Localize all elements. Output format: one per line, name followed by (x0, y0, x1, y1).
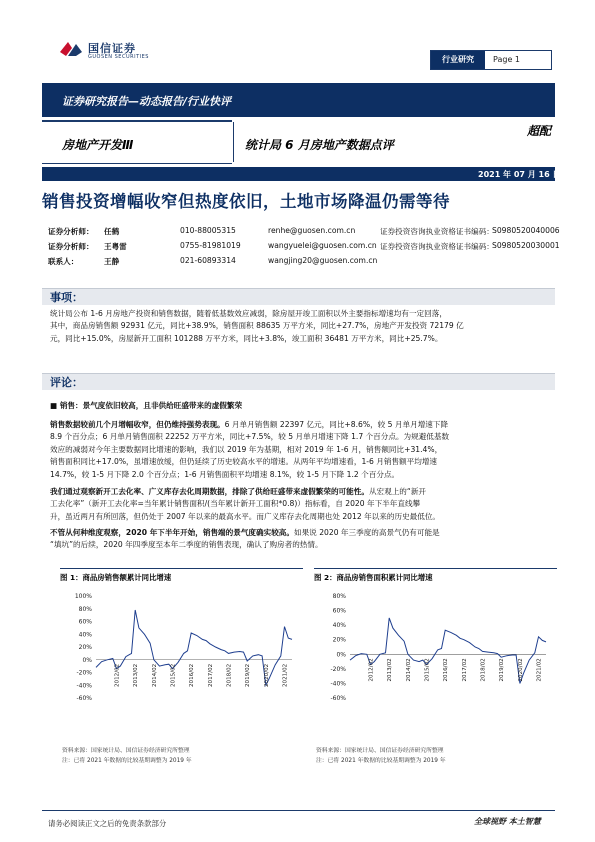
report-date: 2021 年 07 月 16 日 (478, 170, 561, 179)
analyst-name: 王静 (104, 257, 120, 266)
comment-paragraph-3 (50, 527, 555, 552)
x-tick-label: 2020/02 (263, 663, 270, 687)
analyst-cert-label: 证券投资咨询执业资格证书编码： (380, 242, 494, 251)
x-tick-label: 2016/02 (443, 658, 450, 682)
analyst-name: 王粤雷 (104, 242, 127, 251)
paragraph-line (50, 444, 555, 456)
y-tick-label: 60% (332, 607, 346, 615)
x-tick-label: 2015/02 (424, 658, 431, 682)
rating: 超配 (527, 124, 552, 138)
x-tick-label: 2015/02 (170, 663, 177, 687)
events-body (50, 308, 555, 345)
comment-heading: 评论： (50, 376, 83, 389)
figure-1-title: 图 1：商品房销售额累计同比增速 (60, 573, 172, 582)
y-tick-label: 60% (78, 618, 92, 626)
headline: 销售投资增幅收窄但热度依旧，土地市场降温仍需等待 (42, 192, 450, 211)
analyst-phone: 0755-81981019 (180, 241, 241, 250)
brand-name: 国信证券 (88, 42, 136, 55)
x-tick-label: 2012/02 (368, 658, 375, 682)
y-tick-label: 80% (78, 605, 92, 613)
x-tick-label: 2019/02 (499, 658, 506, 682)
bold-lead: 不管从何种维度观察，2020 年下半年开始，销售端的景气度确实较高。 (50, 528, 294, 537)
analyst-phone: 010-88005315 (180, 226, 236, 235)
line-text: 升，虽近两月有所回落，但仍处于 2007 年以来的最高水平。而广义库存去化周期也处 2012 年以来的历史最低位。 (50, 511, 441, 521)
comment-paragraph-2 (50, 486, 555, 523)
sector-name: 房地产开发Ⅲ (62, 138, 134, 152)
x-tick-label: 2021/02 (282, 663, 289, 687)
x-tick-label: 2013/02 (133, 663, 140, 687)
title-divider (233, 122, 234, 162)
figure-2-source (316, 746, 446, 766)
line-text: 从宏观上的“新开 (368, 487, 427, 496)
paragraph-line (50, 539, 555, 551)
page-number: Page 1 (493, 55, 520, 64)
footer-slogan: 全球视野 本土智慧 (474, 817, 541, 826)
analyst-role: 联系人： (48, 257, 79, 266)
comment-section-bar (42, 373, 555, 390)
y-tick-label: -20% (330, 665, 346, 673)
y-tick-label: 20% (78, 644, 92, 651)
x-tick-label: 2018/02 (480, 658, 487, 682)
x-tick-label: 2018/02 (226, 663, 233, 687)
x-tick-label: 2017/02 (461, 658, 468, 682)
analyst-email[interactable]: wangjing20@guosen.com.cn (268, 256, 378, 265)
x-tick-label: 2020/02 (517, 658, 524, 682)
events-line: 元，同比+15.0%，房屋新开工面积 101288 万平方米，同比+3.8%，竣工面积 36481 万平方米，同比+25.7%。 (50, 333, 443, 343)
analyst-cert: S0980520030001 (492, 241, 560, 250)
paragraph-line (50, 431, 555, 443)
events-heading: 事项： (50, 291, 83, 304)
y-tick-label: -20% (76, 669, 92, 677)
brand-name-en: GUOSEN SECURITIES (88, 54, 149, 60)
figure-1-source (62, 746, 192, 766)
analyst-cert-label: 证券投资咨询执业资格证书编码： (380, 227, 494, 236)
y-tick-label: 40% (78, 631, 92, 639)
report-category: 行业研究 (431, 51, 485, 69)
comment-subheading: ■ 销售：景气度依旧较高，且非供给旺盛带来的虚假繁荣 (50, 401, 243, 410)
paragraph-line (50, 456, 555, 468)
figure-2-note-line: 注：已将 2021 年数据的比较基期调整为 2019 年 (316, 758, 446, 764)
x-tick-label: 2012/02 (114, 663, 121, 687)
y-tick-label: -40% (76, 682, 92, 690)
figure-2-source-line: 资料来源：国家统计局、国信证券经济研究所整理 (316, 748, 444, 754)
line-text: “填坑”的后续，2020 年四季度至本年二季度的销售表现，确认了购房者的热情。 (50, 540, 323, 550)
analyst-role: 证券分析师： (48, 242, 94, 251)
events-line: 统计局公布 1-6 月房地产投资和销售数据，随着低基数效应减弱，除房屋开竣工面积以外主要指标增速均有一定回落， (50, 309, 447, 318)
x-tick-label: 2017/02 (207, 663, 214, 687)
paragraph-line (50, 527, 555, 539)
figure-2 (314, 568, 557, 583)
x-tick-label: 2019/02 (245, 663, 252, 687)
bold-lead: 我们通过观察新开工去化率、广义库存去化周期数据，排除了供给旺盛带来虚假繁荣的可能性。 (50, 487, 369, 496)
line-text: 14.7%，较 1-5 月下降 2.0 个百分点；1-6 月销售面积平均增速 8.1%，较 1-5 月下降 1.2 个百分点。 (50, 469, 400, 479)
footer-disclaimer: 请务必阅读正文之后的免责条款部分 (48, 819, 167, 828)
figure-1-chart (60, 590, 303, 748)
line-text: 6 月单月销售额 22397 亿元，同比+8.6%，较 5 月单月增速下降 (224, 420, 449, 429)
banner-text: 证券研究报告—动态报告/行业快评 (62, 95, 232, 108)
analyst-email[interactable]: wangyuelei@guosen.com.cn (268, 241, 377, 250)
events-line: 其中，商品房销售额 92931 亿元，同比+38.9%，销售面积 88635 万平方米，同比+27.7%，房地产开发投资 72179 亿 (50, 321, 464, 331)
paragraph-line (50, 469, 555, 481)
y-tick-label: 0% (336, 651, 346, 659)
line-text: 8.9 个百分点；6 月单月销售面积 22252 万平方米，同比+7.5%，较 5 月单月增速下降 1.7 个百分点。为规避低基数 (50, 432, 450, 442)
y-tick-label: 20% (332, 636, 346, 644)
figure-2-chart (314, 590, 557, 748)
figure-2-title: 图 2：商品房销售面积累计同比增速 (314, 573, 433, 582)
x-tick-label: 2014/02 (151, 663, 158, 687)
guosen-logo-icon (58, 40, 84, 58)
x-tick-label: 2021/02 (536, 658, 543, 682)
x-tick-label: 2013/02 (387, 658, 394, 682)
comment-paragraph-1 (50, 419, 555, 481)
y-tick-label: 100% (74, 593, 92, 600)
bold-lead: 销售数据较前几个月增幅收窄，但仍维持强势表现。 (50, 420, 225, 429)
figure-1 (60, 568, 303, 583)
y-tick-label: -60% (330, 695, 346, 702)
header-box (430, 50, 552, 70)
line-text: 工去化率”（新开工去化率=当年累计销售面积/(当年累计新开工面积*0.8)）指标看，自 2020 年下半年直线攀 (50, 499, 421, 509)
y-tick-label: 0% (82, 656, 92, 664)
figure-1-source-line: 资料来源：国家统计局、国信证券经济研究所整理 (62, 748, 190, 754)
y-tick-label: 80% (332, 593, 346, 600)
report-title: 统计局 6 月房地产数据点评 (245, 138, 394, 152)
analyst-email[interactable]: renhe@guosen.com.cn (268, 226, 356, 235)
events-section-bar (42, 288, 555, 305)
analyst-phone: 021-60893314 (180, 256, 236, 265)
paragraph-line (50, 419, 555, 431)
x-tick-label: 2016/02 (189, 663, 196, 687)
analyst-role: 证券分析师： (48, 227, 94, 236)
line-text: 销售面积同比+17.0%，虽增速放缓，但仍延续了历史较高水平的增速。从两年平均增速看，1-6 月销售额平均增速 (50, 457, 438, 467)
analyst-name: 任鹤 (104, 227, 120, 236)
footer-divider (42, 810, 555, 811)
line-text: 效应的减弱对今年主要数据同比增速的影响，我们以 2019 年为基期，相对 2019 年 1-6 月，销售额同比+31.4%， (50, 444, 443, 454)
line-text: 如果说 2020 年三季度的高景气仍有可能是 (294, 528, 440, 537)
y-tick-label: 40% (332, 622, 346, 630)
y-tick-label: -60% (76, 695, 92, 702)
paragraph-line (50, 486, 555, 498)
paragraph-line (50, 511, 555, 523)
paragraph-line (50, 498, 555, 510)
figure-1-note-line: 注：已将 2021 年数据的比较基期调整为 2019 年 (62, 758, 192, 764)
y-tick-label: -40% (330, 680, 346, 688)
analyst-cert: S0980520040006 (492, 226, 560, 235)
x-tick-label: 2014/02 (405, 658, 412, 682)
